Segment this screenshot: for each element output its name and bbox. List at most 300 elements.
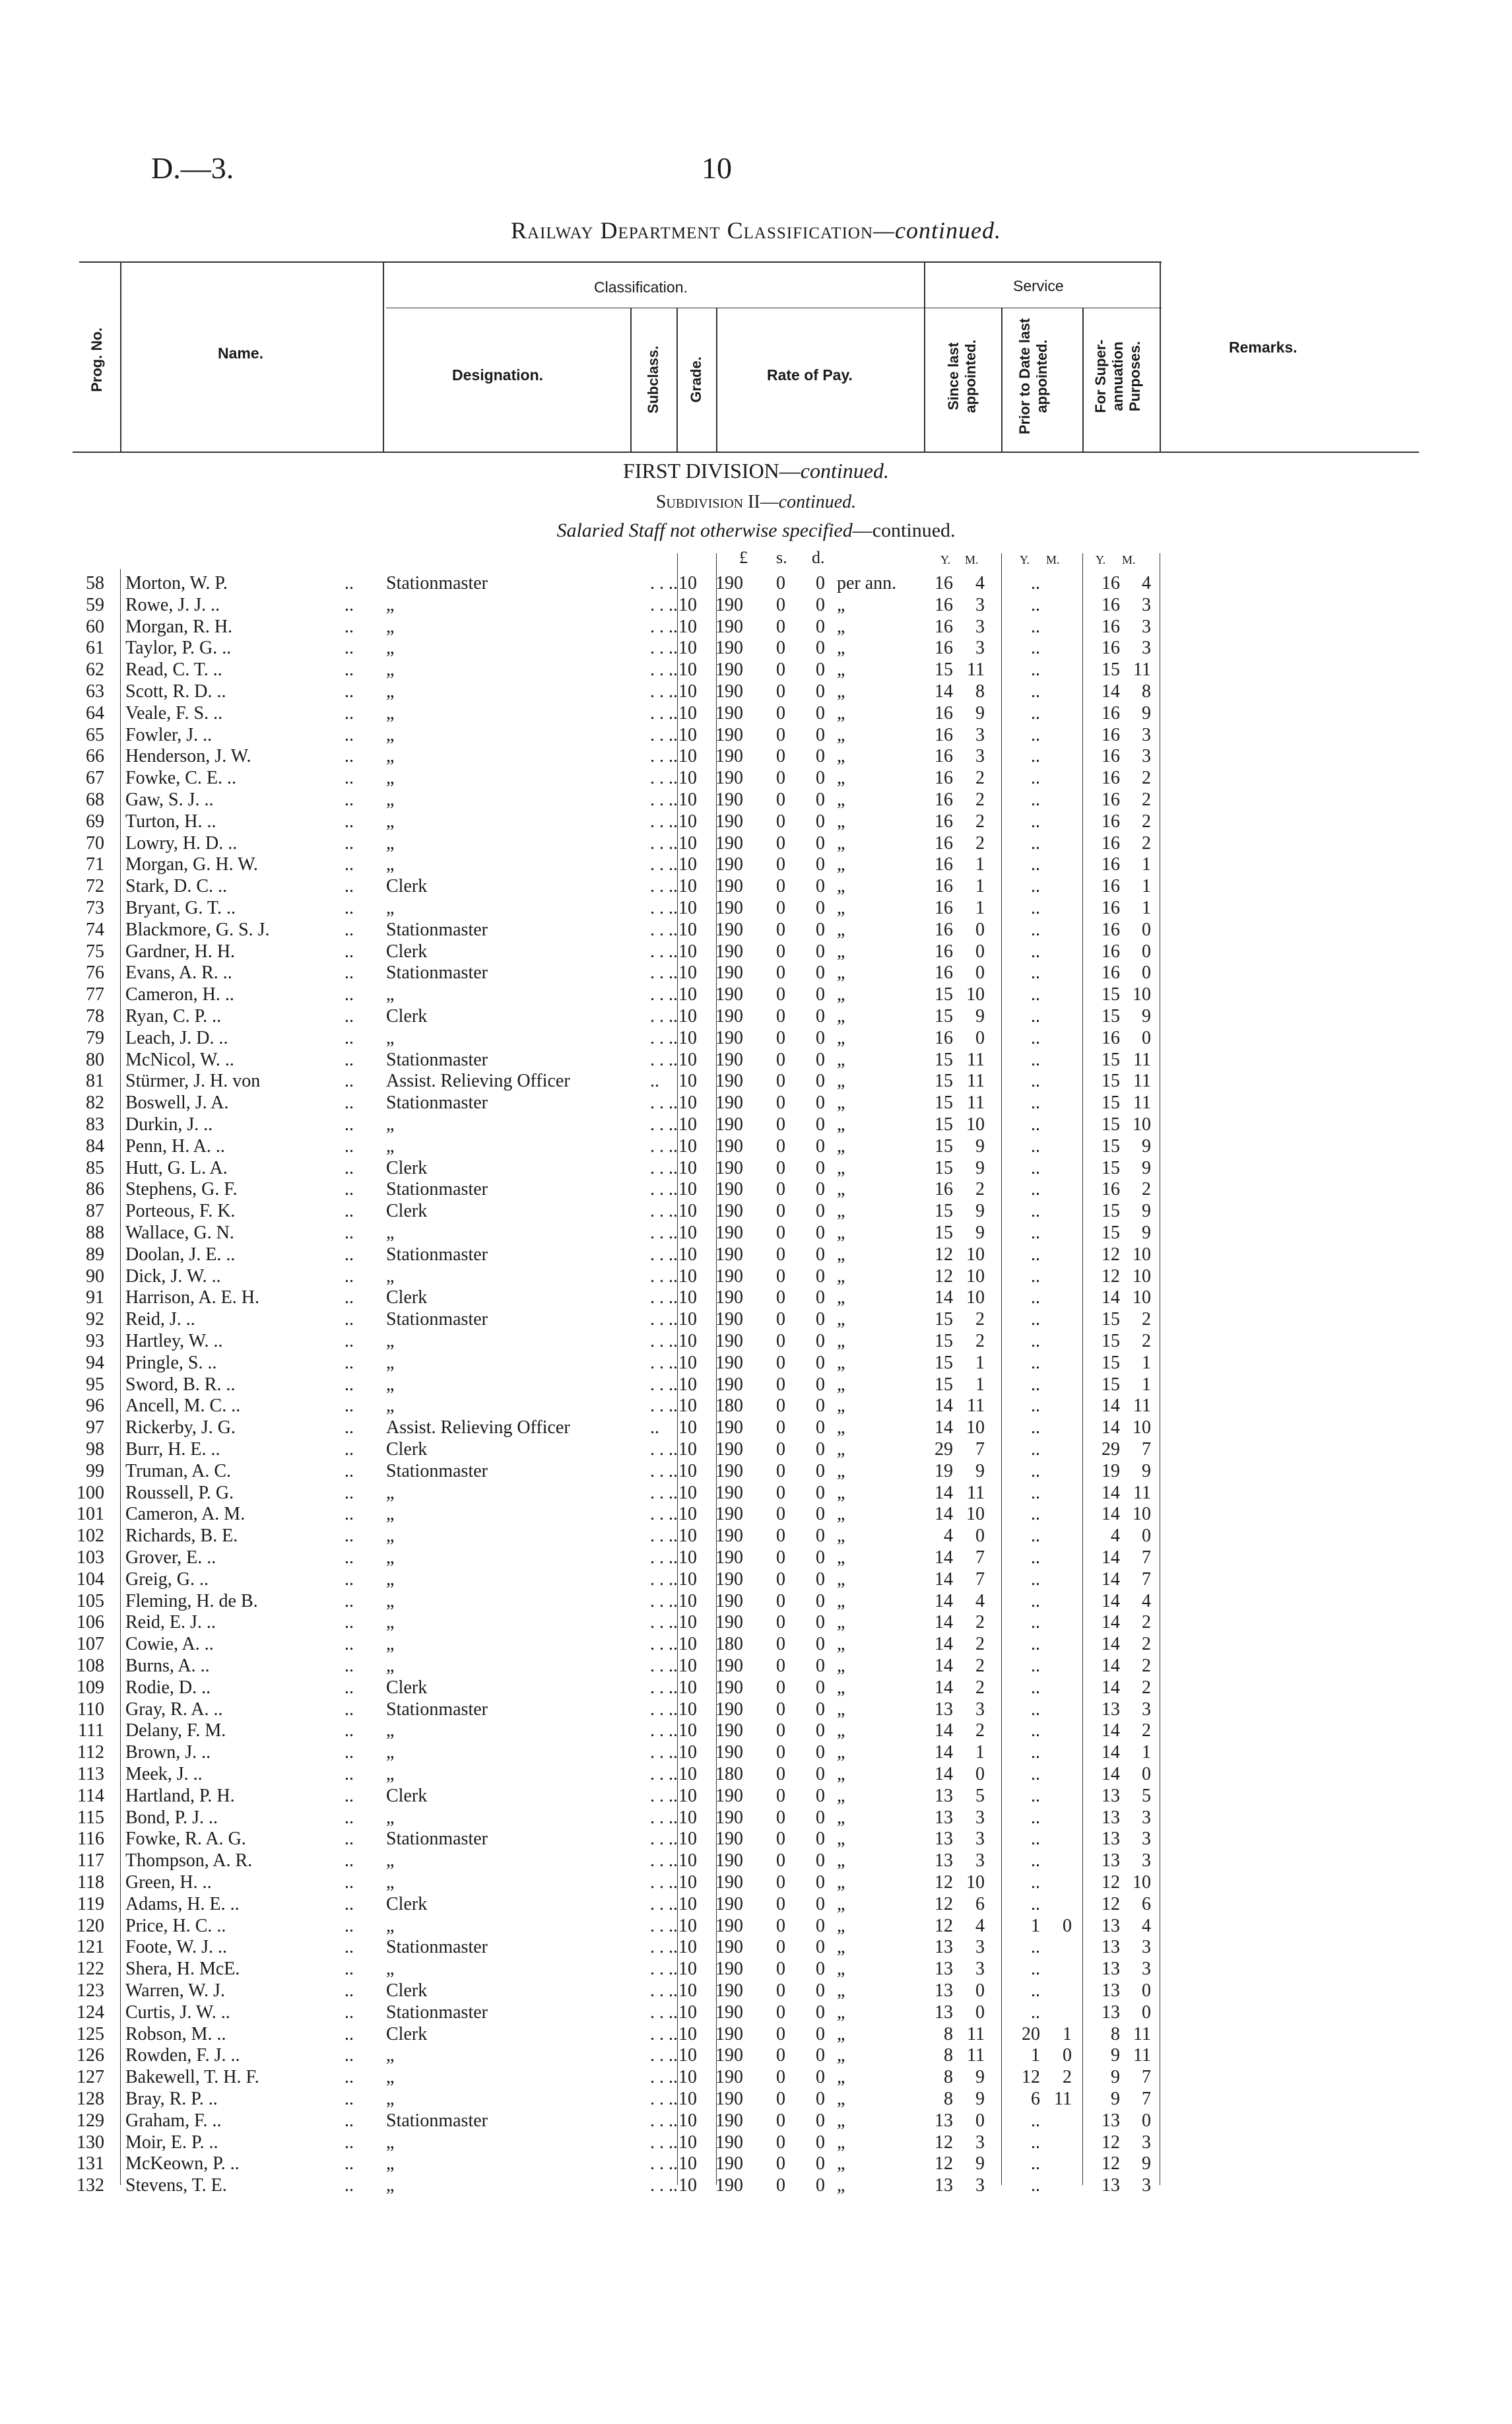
staff-name: Robson, M. .. [125,2023,226,2044]
staff-name: Reid, E. J. .. [125,1612,216,1633]
leader-dots: .. [345,659,354,681]
pay-period: „ [837,1785,845,1806]
designation: „ [386,1374,395,1395]
leader-dots: . . .. [650,702,678,724]
pay-pounds: 190 [715,2153,743,2174]
grade: 10 [678,2132,697,2153]
prog-number: 116 [77,1829,104,1850]
super-years: 16 [1101,854,1120,875]
prior-years: .. [1031,1785,1040,1806]
pay-pounds: 190 [715,1915,743,1936]
leader-dots: . . .. [650,919,678,940]
pay-period: „ [837,724,845,745]
col-prior: Prior to Date last appointed. [1016,318,1050,435]
table-row [0,1244,1512,1266]
staff-name: Rickerby, J. G. [125,1417,236,1438]
prior-years: .. [1031,659,1040,681]
super-years: 16 [1101,638,1120,659]
grade: 10 [678,724,697,745]
table-row [0,1461,1512,1483]
prior-years: .. [1031,1374,1040,1395]
super-months: 9 [1142,1157,1151,1178]
pay-pence: 0 [816,1634,825,1655]
leader-dots: . . .. [650,1872,678,1893]
designation: „ [386,1568,395,1590]
pay-shillings: 0 [776,681,785,702]
leader-dots: . . .. [650,1547,678,1568]
pay-period: „ [837,1720,845,1741]
since-months: 2 [975,768,985,789]
prog-number: 58 [86,573,104,593]
staff-name: Sword, B. R. .. [125,1374,236,1395]
since-months: 2 [975,1612,985,1633]
grade: 10 [678,681,697,702]
since-months: 11 [967,1396,985,1417]
pay-pence: 0 [816,616,825,637]
table-row [0,1569,1512,1591]
pay-shillings: 0 [776,1612,785,1633]
super-years: 14 [1101,1417,1120,1438]
prior-years: .. [1031,962,1040,984]
table-row [0,1591,1512,1613]
designation: „ [386,832,395,854]
super-months: 0 [1142,2110,1151,2131]
since-months: 11 [967,2045,985,2066]
prior-years: .. [1031,1612,1040,1633]
staff-name: Burr, H. E. .. [125,1439,220,1460]
pay-period: „ [837,898,845,918]
leader-dots: . . .. [650,1352,678,1373]
pay-pounds: 190 [715,1699,743,1720]
super-months: 0 [1142,1764,1151,1784]
prior-months: 0 [1063,1915,1072,1936]
pay-shillings: 0 [776,854,785,875]
since-months: 2 [975,1309,985,1330]
super-years: 16 [1101,573,1120,593]
pay-shillings: 0 [776,1179,785,1200]
leader-dots: .. [345,724,354,745]
grade: 10 [678,1829,697,1850]
pay-shillings: 0 [776,1071,785,1092]
table-row [0,833,1512,855]
pay-period: „ [837,1331,845,1351]
pay-shillings: 0 [776,1027,785,1048]
designation: „ [386,1504,395,1525]
since-years: 16 [935,876,953,897]
prior-years: .. [1031,1071,1040,1092]
super-years: 14 [1101,1547,1120,1568]
table-row [0,1807,1512,1829]
grade: 10 [678,1135,697,1157]
pay-pence: 0 [816,1590,825,1611]
prog-number: 60 [86,616,104,637]
pay-shillings: 0 [776,1764,785,1784]
staff-name: Turton, H. .. [125,811,216,832]
pay-period: „ [837,876,845,897]
division-label: FIRST DIVISION— [623,459,801,483]
super-months: 2 [1142,1634,1151,1655]
pay-period: „ [837,2110,845,2131]
staff-name: Morton, W. P. [125,573,228,593]
staff-name: Doolan, J. E. .. [125,1244,236,1265]
prior-years: .. [1031,1439,1040,1460]
leader-dots: . . .. [650,854,678,875]
prog-number: 91 [86,1287,104,1308]
since-years: 13 [935,2002,953,2023]
super-years: 19 [1101,1460,1120,1481]
pay-pence: 0 [816,594,825,615]
since-months: 0 [975,2002,985,2023]
staff-name: Durkin, J. .. [125,1114,213,1135]
staff-continued: —continued. [852,520,956,541]
leader-dots: .. [345,1547,354,1568]
super-months: 3 [1142,1937,1151,1958]
since-years: 15 [935,1114,953,1135]
table-row [0,984,1512,1006]
leader-dots: .. [345,1699,354,1720]
leader-dots: . . .. [650,811,678,832]
pay-pence: 0 [816,1807,825,1828]
pay-pounds: 190 [715,1720,743,1741]
since-months: 2 [975,1656,985,1676]
grade: 10 [678,1807,697,1828]
pay-period: „ [837,2045,845,2066]
col-designation: Designation. [452,366,544,384]
leader-dots: .. [345,2023,354,2044]
table-row [0,1937,1512,1959]
grade: 10 [678,832,697,854]
since-months: 10 [966,1872,985,1893]
prior-years: .. [1031,1157,1040,1178]
table-row [0,1179,1512,1201]
prog-number: 114 [77,1785,104,1806]
pay-shillings: 0 [776,2110,785,2131]
pay-shillings: 0 [776,1504,785,1525]
super-years: 14 [1101,1482,1120,1503]
staff-name: Morgan, R. H. [125,616,233,637]
super-months: 0 [1142,941,1151,962]
prior-years: .. [1031,1265,1040,1287]
leader-dots: .. [345,2132,354,2153]
super-years: 29 [1101,1439,1120,1460]
leader-dots: .. [345,1093,354,1114]
leader-dots: . . .. [650,1634,678,1655]
since-months: 11 [967,1093,985,1114]
prior-years: .. [1031,1309,1040,1330]
prog-number: 128 [77,2089,104,2109]
since-years: 16 [935,1027,953,1048]
prior-years: .. [1031,1396,1040,1417]
leader-dots: . . .. [650,1568,678,1590]
since-years: 15 [935,1049,953,1070]
pay-shillings: 0 [776,1352,785,1373]
staff-name: Curtis, J. W. .. [125,2002,230,2023]
rule-name [383,261,384,452]
designation: „ [386,724,395,745]
leader-dots: . . .. [650,2023,678,2044]
prog-number: 95 [86,1374,104,1395]
grade: 10 [678,1590,697,1611]
leader-dots: .. [345,1590,354,1611]
pay-period: „ [837,1114,845,1135]
prior-years: .. [1031,898,1040,918]
prior-years: .. [1031,832,1040,854]
pay-pounds: 190 [715,638,743,659]
designation: Stationmaster [386,1829,488,1850]
pay-pounds: 190 [715,1287,743,1308]
prior-years: .. [1031,1027,1040,1048]
leader-dots: .. [345,1677,354,1698]
table-row [0,1158,1512,1180]
staff-name: Stark, D. C. .. [125,876,227,897]
since-years: 16 [935,616,953,637]
since-months: 9 [975,1223,985,1243]
prior-years: .. [1031,1223,1040,1243]
pay-pence: 0 [816,1699,825,1720]
super-years: 14 [1101,1396,1120,1417]
super-months: 9 [1142,1223,1151,1243]
pay-shillings: 0 [776,1742,785,1763]
pay-pounds: 180 [715,1764,743,1784]
grade: 10 [678,1656,697,1676]
leader-dots: . . .. [650,1135,678,1157]
prog-number: 64 [86,702,104,724]
pay-pence: 0 [816,1764,825,1784]
prog-number: 131 [77,2153,104,2174]
unit-pound: £ [739,548,748,567]
table-row [0,1720,1512,1742]
leader-dots: .. [345,1439,354,1460]
pay-period: „ [837,1699,845,1720]
prog-number: 119 [77,1893,104,1914]
pay-pence: 0 [816,638,825,659]
prior-years: .. [1031,876,1040,897]
pay-period: „ [837,1850,845,1871]
super-years: 14 [1101,1720,1120,1741]
grade: 10 [678,1093,697,1114]
super-years: 12 [1101,1244,1120,1265]
staff-name: Stephens, G. F. [125,1179,238,1200]
prior-years: .. [1031,1937,1040,1958]
pay-pence: 0 [816,1309,825,1330]
leader-dots: .. [345,984,354,1005]
prior-years: .. [1031,1526,1040,1547]
table-row [0,2002,1512,2024]
pay-shillings: 0 [776,1807,785,1828]
since-months: 2 [975,1634,985,1655]
pay-pounds: 190 [715,1959,743,1980]
designation: „ [386,2175,395,2196]
pay-period: „ [837,1677,845,1698]
leader-dots: . . .. [650,1980,678,2001]
staff-name: Thompson, A. R. [125,1850,253,1871]
super-years: 15 [1101,1071,1120,1092]
since-months: 3 [975,1937,985,1958]
pay-shillings: 0 [776,962,785,984]
pay-pence: 0 [816,1179,825,1200]
prog-number: 106 [77,1612,104,1633]
pay-pence: 0 [816,1135,825,1157]
title-main: Railway Department Classification [511,217,874,244]
pay-pounds: 190 [715,2089,743,2109]
designation: „ [386,1915,395,1936]
designation: Stationmaster [386,1093,488,1114]
pay-shillings: 0 [776,616,785,637]
designation: „ [386,1850,395,1871]
pay-period: „ [837,1504,845,1525]
leader-dots: . . .. [650,1590,678,1611]
pay-pence: 0 [816,1265,825,1287]
since-months: 5 [975,1785,985,1806]
table-row [0,2175,1512,2197]
grade: 10 [678,616,697,637]
pay-pounds: 190 [715,832,743,854]
super-months: 9 [1142,1201,1151,1222]
since-years: 12 [935,1915,953,1936]
since-years: 16 [935,702,953,724]
pay-pounds: 190 [715,1439,743,1460]
pay-shillings: 0 [776,2089,785,2109]
pay-pence: 0 [816,1027,825,1048]
prog-number: 79 [86,1027,104,1048]
leader-dots: .. [345,1179,354,1200]
prior-years: .. [1031,616,1040,637]
pay-shillings: 0 [776,898,785,918]
leader-dots: . . .. [650,1915,678,1936]
prior-years: .. [1031,702,1040,724]
leader-dots: . . .. [650,1612,678,1633]
designation: „ [386,1482,395,1503]
since-years: 14 [935,1742,953,1763]
designation: Clerk [386,1201,428,1222]
pay-period: „ [837,941,845,962]
pay-period: „ [837,1460,845,1481]
col-subclass: Subclass. [645,345,661,414]
super-months: 0 [1142,919,1151,940]
grade: 10 [678,1785,697,1806]
table-row [0,1417,1512,1439]
grade: 10 [678,1742,697,1763]
pay-period: „ [837,1439,845,1460]
super-years: 14 [1101,1764,1120,1784]
leader-dots: . . .. [650,681,678,702]
staff-name: Delany, F. M. [125,1720,226,1741]
staff-name: Rowden, F. J. .. [125,2045,240,2066]
pay-pence: 0 [816,919,825,940]
since-months: 0 [975,941,985,962]
pay-shillings: 0 [776,1959,785,1980]
pay-pounds: 190 [715,1114,743,1135]
pay-pence: 0 [816,681,825,702]
leader-dots: .. [345,1764,354,1784]
leader-dots: .. [345,1114,354,1135]
leader-dots: .. [345,1287,354,1308]
staff-name: Ryan, C. P. .. [125,1006,222,1027]
pay-period: „ [837,1244,845,1265]
since-years: 13 [935,1807,953,1828]
pay-pence: 0 [816,854,825,875]
since-months: 7 [975,1568,985,1590]
leader-dots: . . .. [650,2089,678,2109]
prior-years: 6 [1031,2089,1040,2109]
super-months: 3 [1142,724,1151,745]
leader-dots: .. [345,1568,354,1590]
leader-dots: .. [345,1785,354,1806]
prog-number: 123 [77,1980,104,2001]
staff-name: Bond, P. J. .. [125,1807,218,1828]
staff-name: Morgan, G. H. W. [125,854,258,875]
designation: Assist. Relieving Officer [386,1071,570,1092]
leader-dots: . . .. [650,1850,678,1871]
since-months: 10 [966,1504,985,1525]
leader-dots: .. [345,2175,354,2196]
leader-dots: . . .. [650,1893,678,1914]
since-months: 1 [975,876,985,897]
super-years: 9 [1111,2067,1120,2088]
prior-years: .. [1031,854,1040,875]
pay-pence: 0 [816,1915,825,1936]
prior-years: .. [1031,1872,1040,1893]
prior-years: .. [1031,1656,1040,1676]
pay-pounds: 190 [715,746,743,767]
pay-pounds: 190 [715,1893,743,1914]
designation: „ [386,790,395,810]
super-months: 10 [1133,1265,1151,1287]
since-months: 2 [975,790,985,810]
leader-dots: .. [345,811,354,832]
pay-pounds: 190 [715,919,743,940]
pay-period: „ [837,1201,845,1222]
grade: 10 [678,1179,697,1200]
pay-pence: 0 [816,1656,825,1676]
grade: 10 [678,1223,697,1243]
leader-dots: .. [345,2067,354,2088]
pay-pounds: 190 [715,941,743,962]
staff-name: Cameron, A. M. [125,1504,246,1525]
table-row [0,1266,1512,1288]
since-years: 15 [935,1006,953,1027]
staff-name: Hartland, P. H. [125,1785,235,1806]
since-years: 14 [935,1568,953,1590]
staff-name: Roussell, P. G. [125,1482,234,1503]
super-months: 7 [1142,1439,1151,1460]
table-row [0,1850,1512,1872]
pay-period: „ [837,594,845,615]
since-years: 14 [935,1482,953,1503]
since-months: 2 [975,1331,985,1351]
since-months: 2 [975,1720,985,1741]
prog-number: 73 [86,898,104,918]
designation: Stationmaster [386,2002,488,2023]
pay-period: „ [837,1223,845,1243]
leader-dots: .. [345,702,354,724]
pay-shillings: 0 [776,1785,785,1806]
designation: „ [386,1223,395,1243]
pay-pence: 0 [816,1049,825,1070]
table-row [0,1526,1512,1547]
since-months: 11 [967,659,985,681]
super-months: 1 [1142,898,1151,918]
pay-pounds: 190 [715,1244,743,1265]
pay-shillings: 0 [776,919,785,940]
rule-grade [716,308,717,452]
pay-shillings: 0 [776,1396,785,1417]
super-months: 0 [1142,1980,1151,2001]
since-months: 9 [975,2067,985,2088]
staff-name: Henderson, J. W. [125,746,251,767]
since-years: 13 [935,1850,953,1871]
super-years: 12 [1101,1265,1120,1287]
